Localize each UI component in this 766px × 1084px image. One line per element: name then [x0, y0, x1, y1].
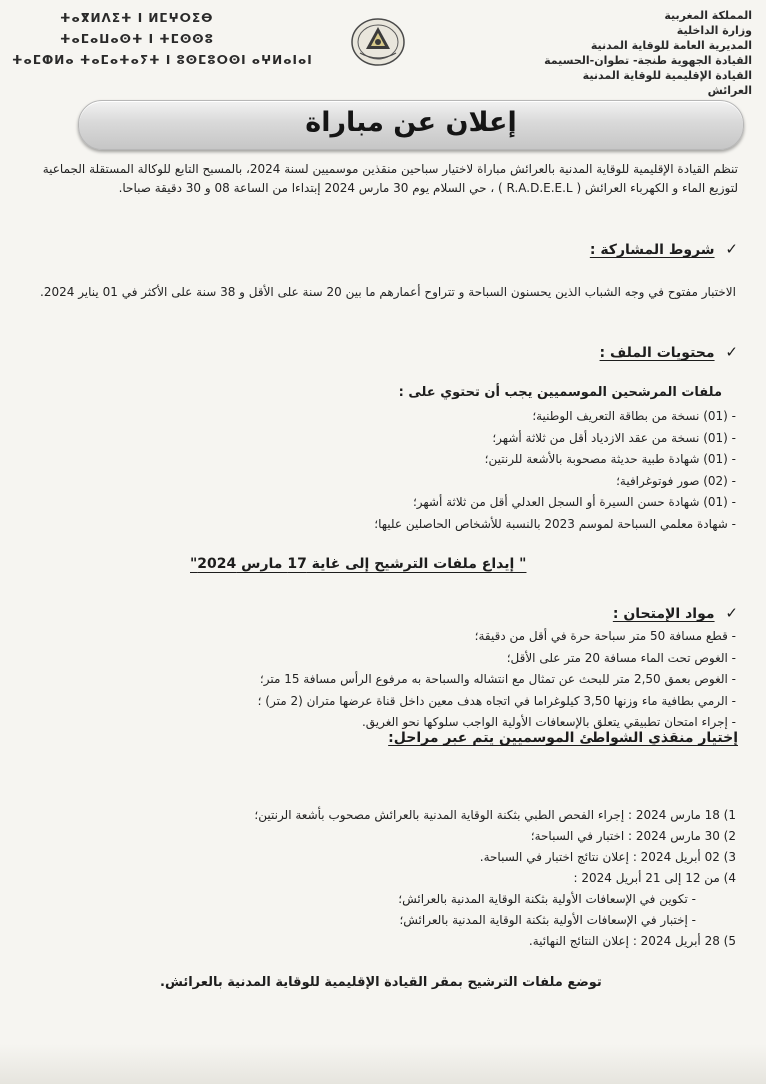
- tifinagh-line-1: ⵜⴰⴳⵍⴷⵉⵜ ⵏ ⵍⵎⵖⵔⵉⴱ: [60, 11, 214, 25]
- list-item: - الغوص تحت الماء مسافة 20 متر على الأقل؛: [506, 650, 736, 665]
- conditions-text: الاختبار مفتوح في وجه الشباب الذين يحسنون السباحة و تتراوح أعمارهم ما بين 20 سنة على الأقل و 38 سنة على الأكثر في 01 يناير 2024.: [40, 285, 736, 299]
- tifinagh-header: [12, 8, 313, 71]
- list-item: - شهادة معلمي السباحة لموسم 2023 بالنسبة للأشخاص الحاصلين عليها؛: [374, 516, 736, 531]
- list-item: - إختبار في الإسعافات الأولية بثكنة الوقاية المدنية بالعرائش؛: [399, 913, 696, 927]
- page-edge-shadow: [0, 1044, 766, 1084]
- civil-protection-emblem-icon: [350, 17, 406, 67]
- list-item: - إجراء امتحان تطبيقي يتعلق بالإسعافات الأولية الواجب سلوكها نحو الغريق.: [361, 715, 736, 729]
- steps-heading-text: إختيار منقذي الشواطئ الموسميين يتم عبر مراحل:: [388, 730, 738, 746]
- deposit-deadline: [190, 556, 526, 572]
- deposit-deadline-text: " إيداع ملفات الترشيح إلى غاية 17 مارس 2024": [190, 556, 527, 572]
- header-line-3: المديرية العامة للوقاية المدنية: [590, 39, 752, 52]
- list-item: 4) من 12 إلى 21 أبريل 2024 :: [573, 871, 736, 885]
- header-line-4: القيادة الجهوية طنجة- تطوان-الحسيمة: [544, 54, 752, 67]
- exam-heading-text: مواد الإمتحان :: [612, 606, 715, 622]
- checkmark-icon: ✓: [725, 240, 738, 258]
- tifinagh-line-3: ⵜⴰⵎⵀⵍⴰ ⵜⴰⵎⴰⵜⴰⵢⵜ ⵏ ⵓⵙⵎⵓⵔⵙⵏ ⴰⵖⵍⴰⵏⴰⵏ: [12, 53, 313, 67]
- intro-paragraph: تنظم القيادة الإقليمية للوقاية المدنية بالعرائش مباراة لاختيار سباحين منقذين موسميين لسنة 2024، بالمسبح التابع للوكالة المستقلة الجماعية لتوزيع الماء و الكهرباء العرائش ( R.A.D.E.E.L ) ، حي السلام يوم 30 مارس 2024 إبتداءا من الساعة 08 و 30 دقيقة صباحا.: [42, 162, 738, 195]
- checkmark-icon: ✓: [725, 604, 738, 622]
- header-line-5: القيادة الإقليمية للوقاية المدنية: [582, 69, 752, 82]
- file-contents-heading: [600, 343, 738, 361]
- list-item: - (01) شهادة طبية حديثة مصحوبة بالأشعة للرنتين؛: [484, 452, 736, 466]
- checkmark-icon: ✓: [725, 343, 738, 361]
- list-item: - (01) شهادة حسن السيرة أو السجل العدلي أقل من ثلاثة أشهر؛: [412, 495, 736, 509]
- header-line-6: العرائش: [707, 84, 752, 97]
- exam-heading: [613, 604, 738, 622]
- footer-note: توضع ملفات الترشيح بمقر القيادة الإقليمية للوقاية المدنية بالعرائش.: [160, 975, 602, 990]
- header-line-1: المملكة المغربية: [664, 9, 752, 22]
- arabic-header: [544, 8, 752, 98]
- steps-list: [16, 805, 736, 952]
- list-item: - قطع مسافة 50 متر سباحة حرة في أقل من دقيقة؛: [474, 629, 736, 643]
- list-item: - (01) نسخة من عقد الازدياد أقل من ثلاثة أشهر؛: [492, 430, 736, 445]
- list-item: 1) 18 مارس 2024 : إجراء الفحص الطبي بثكنة الوقاية المدنية بالعرائش مصحوب بأشعة الرنتين؛: [254, 808, 736, 822]
- page-title: إعلان عن مباراة: [305, 107, 517, 138]
- list-item: 5) 28 أبريل 2024 : إعلان النتائج النهائية.: [528, 934, 736, 948]
- tifinagh-line-2: ⵜⴰⵎⴰⵡⴰⵙⵜ ⵏ ⵜⵎⵙⵙⵓ: [60, 32, 214, 46]
- list-item: 2) 30 مارس 2024 : اختبار في السباحة؛: [530, 829, 736, 843]
- steps-heading: [388, 730, 738, 746]
- exam-list: [36, 626, 736, 734]
- list-item: - (02) صور فوتوغرافية؛: [616, 473, 736, 488]
- list-item: - الرمي بطافية ماء وزنها 3,50 كيلوغراما في اتجاه هدف معين داخل قناة عرضها متران (2 متر) ؛: [257, 693, 736, 708]
- list-item: - تكوين في الإسعافات الأولية بثكنة الوقاية المدنية بالعرائش؛: [398, 892, 696, 906]
- header-line-2: وزارة الداخلية: [676, 24, 752, 37]
- list-item: 3) 02 أبريل 2024 : إعلان نتائج اختبار في السباحة.: [479, 850, 736, 864]
- title-banner: [78, 100, 744, 150]
- file-contents-subtitle: ملفات المرشحين الموسميين يجب أن تحتوي على :: [398, 385, 722, 400]
- list-item: - (01) نسخة من بطاقة التعريف الوطنية؛: [532, 409, 736, 423]
- file-contents-heading-text: محتويات الملف :: [599, 345, 715, 361]
- conditions-heading-text: شروط المشاركة :: [589, 242, 715, 258]
- file-contents-list: [136, 406, 736, 535]
- list-item: - الغوص بعمق 2,50 متر للبحث عن تمثال مع انتشاله والسباحة به مرفوع الرأس مسافة 15 متر؛: [259, 672, 736, 686]
- conditions-heading: [590, 240, 738, 258]
